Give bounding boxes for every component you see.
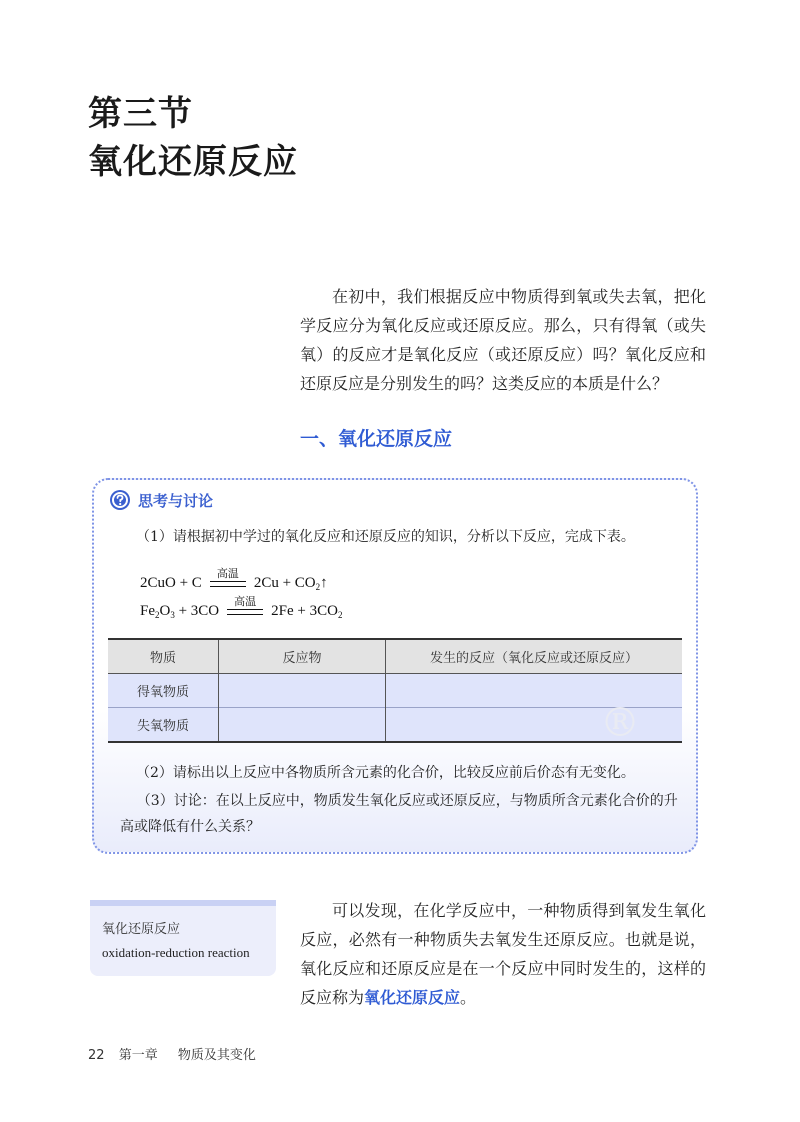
eq2-condition-text: 高温 <box>234 595 257 608</box>
body-paragraph <box>300 896 706 1012</box>
reaction-table <box>108 638 682 743</box>
discussion-title: 思考与讨论 <box>138 491 214 510</box>
subsection-heading: 一、氧化还原反应 <box>300 428 453 450</box>
intro-paragraph: 在初中，我们根据反应中物质得到氧或失去氧，把化学反应分为氧化反应或还原反应。那么，只有得氧（或失氧）的反应才是氧化反应（或还原反应）吗？氧化反应和还原反应是分别发生的吗？这类反应的本质是什么？ <box>300 287 706 393</box>
glossary-term-box <box>90 900 276 976</box>
question-1: （1）请根据初中学过的氧化反应和还原反应的知识，分析以下反应，完成下表。 <box>136 529 635 545</box>
equation-2 <box>140 596 342 620</box>
row-label: 失氧物质 <box>108 708 219 743</box>
eq1-right: $2Cu + CO_2↑$ <box>253 575 328 592</box>
term-english: oxidation-reduction reaction <box>102 945 250 960</box>
header-reactant: 反应物 <box>219 639 386 674</box>
eq1-left: 2CuO + C <box>140 575 202 591</box>
eq1-condition <box>208 568 248 592</box>
registered-watermark: ® <box>600 700 640 746</box>
double-arrow <box>227 609 263 615</box>
chapter-title: 物质及其变化 <box>177 1048 256 1063</box>
question-bubble-icon <box>108 488 132 512</box>
reactant-cell[interactable] <box>219 708 386 743</box>
chapter-label: 第一章 <box>118 1048 158 1063</box>
table-row <box>108 708 682 743</box>
section-number: 第三节 <box>88 94 193 134</box>
eq2-left: $Fe_2O_3 + 3CO$ <box>140 603 220 620</box>
table-header-row <box>108 639 682 674</box>
question-3: （3）讨论：在以上反应中，物质发生氧化反应或还原反应，与物质所含元素化合价的升高或降低有什么关系？ <box>120 793 678 835</box>
eq1-condition-text: 高温 <box>216 567 239 580</box>
eq2-condition <box>225 596 265 620</box>
body-end: 。 <box>460 988 477 1007</box>
key-term-highlight: 氧化还原反应 <box>364 988 461 1007</box>
body-text: 可以发现，在化学反应中，一种物质得到氧发生氧化反应，必然有一种物质失去氧发生还原反应。也就是说，氧化反应和还原反应是在一个反应中同时发生的，这样的反应称为 <box>300 901 706 1007</box>
header-substance: 物质 <box>108 639 219 674</box>
reaction-cell[interactable] <box>386 674 683 708</box>
section-title: 氧化还原反应 <box>88 142 298 182</box>
table-row <box>108 674 682 708</box>
reactant-cell[interactable] <box>219 674 386 708</box>
double-arrow <box>210 581 246 587</box>
page-number: 22 <box>88 1048 105 1063</box>
discussion-box <box>92 478 698 854</box>
page-footer <box>88 1044 256 1063</box>
eq2-right: $2Fe + 3CO_2$ <box>271 603 343 620</box>
term-chinese: 氧化还原反应 <box>102 922 181 937</box>
row-label: 得氧物质 <box>108 674 219 708</box>
question-2: （2）请标出以上反应中各物质所含元素的化合价，比较反应前后价态有无变化。 <box>136 765 635 781</box>
discussion-header <box>108 488 213 512</box>
equation-1 <box>140 568 328 592</box>
reaction-cell[interactable] <box>386 708 683 743</box>
header-reaction: 发生的反应（氧化反应或还原反应） <box>386 639 683 674</box>
